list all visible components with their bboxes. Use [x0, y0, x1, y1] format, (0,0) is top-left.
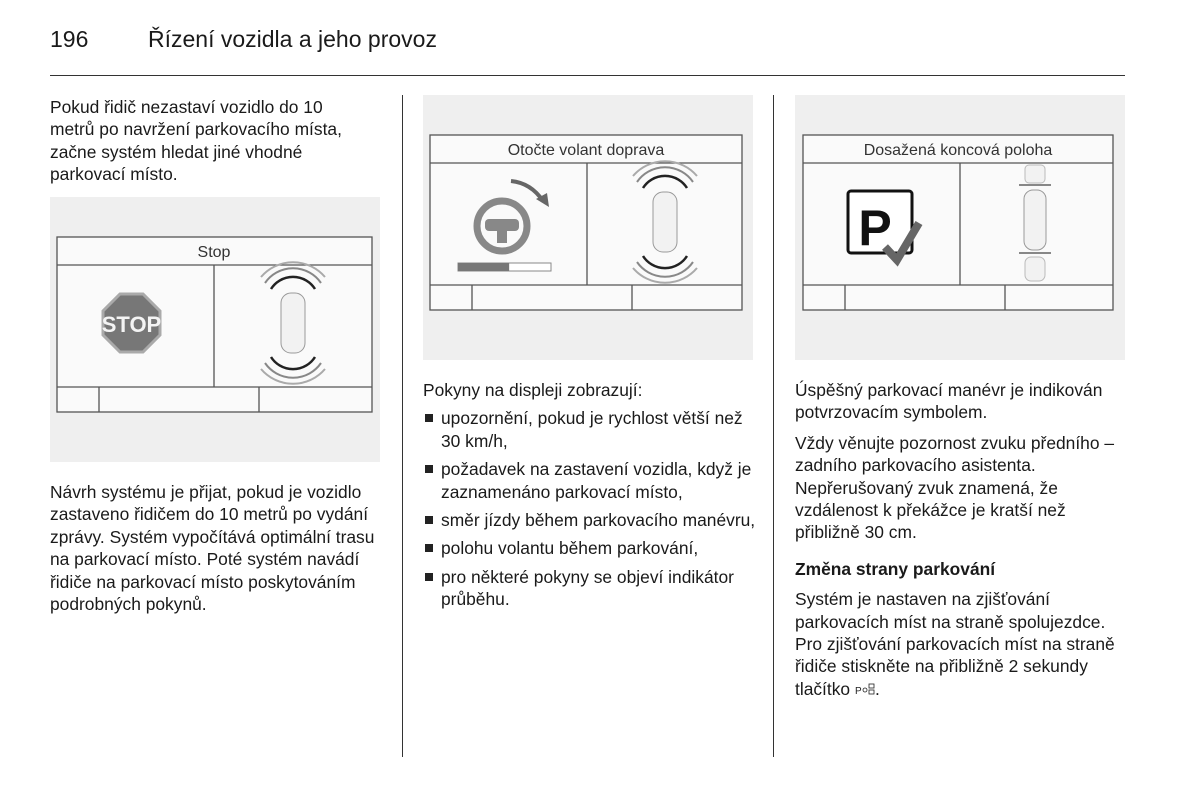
column-divider [773, 95, 774, 757]
col1-paragraph-2: Návrh systému je přijat, pokud je vozidlo zastaveno řidičem do 10 metrů po vydání zprávy. Systém vypočítává optimální trasu na parkovací místo. Poté systém navádí řidiče na parkovací místo poskytováním podrobných pokynů. [50, 482, 375, 615]
stop-sign-text: STOP [101, 312, 162, 337]
figure-final-position-display [795, 95, 1125, 360]
display-title: Stop [197, 244, 231, 261]
col2-intro: Pokyny na displeji zobrazují: [423, 380, 643, 400]
page-number: 196 [50, 26, 89, 52]
list-item: směr jízdy během parkovacího manévru, [423, 509, 758, 531]
display-title: Dosažená koncová poloha [863, 142, 1053, 159]
display-title: Otočte volant doprava [507, 142, 665, 159]
svg-text:P: P [854, 685, 862, 696]
parking-assist-button-icon [855, 682, 875, 696]
figure-stop-display [50, 197, 380, 462]
col3-paragraph-3-end: . [874, 678, 880, 699]
list-item: pro některé pokyny se objeví indikátor průběhu. [423, 566, 758, 611]
col1-paragraph-1: Pokud řidič nezastaví vozidlo do 10 metrů po navržení parkovacího místa, začne systém hledat jiné vhodné parkovací místo. [50, 97, 342, 185]
figure-steering-display [423, 95, 753, 360]
column-divider [402, 95, 403, 757]
section-heading: Změna strany parkování [795, 558, 996, 579]
stop-sign-icon [102, 294, 162, 352]
progress-bar-fill [458, 263, 509, 271]
list-item: polohu volantu během parkování, [423, 537, 758, 559]
header-rule [50, 75, 1125, 76]
col2-text [423, 379, 758, 617]
parking-confirmed-icon [848, 191, 919, 260]
list-item: upozornění, pokud je rychlost větší než 30 km/h, [423, 407, 758, 452]
col3-paragraph-2: Vždy věnujte pozornost zvuku předního – zadního parkovacího asistenta. Nepřerušovaný zvuk znamená, že vzdálenost k překážce je kratší než přibližně 30 cm. [795, 432, 1115, 543]
page-title: Řízení vozidla a jeho provoz [148, 26, 437, 52]
col3-paragraph-1: Úspěšný parkovací manévr je indikován potvrzovacím symbolem. [795, 380, 1103, 423]
parking-sign-text: P [858, 200, 892, 256]
display-instructions-list [423, 407, 758, 610]
col3-text [795, 379, 1130, 700]
col3-paragraph-3: Systém je nastaven na zjišťování parkovacích míst na straně spolujezdce. Pro zjišťování parkovacích míst na straně řidiče stiskněte na přibližně 2 sekundy tlačítko [795, 589, 1115, 699]
list-item: požadavek na zastavení vozidla, když je zaznamenáno parkovací místo, [423, 458, 758, 503]
